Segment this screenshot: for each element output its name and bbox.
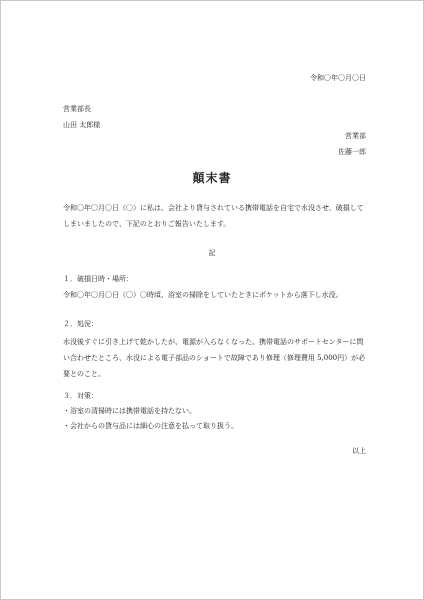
section-heading-1: １．破損日時・場所： [63, 275, 133, 283]
document-title: 顛末書 [192, 171, 232, 185]
document-date: 令和〇年〇月〇日 [310, 74, 366, 82]
section-text-2: 水没後すぐに引き上げて乾かしたが、電源が入らなくなった。携帯電話のサポートセンターに問い合わせたところ、水没による電子部品のショートで故障であり修理（修理費用 5,000円）が必要とのこと。 [63, 338, 366, 378]
section-3-list-item: ・会社からの貸与品には細心の注意を払って取り扱う。 [63, 422, 238, 430]
sender-name: 佐藤一郎 [338, 148, 366, 156]
closing-mark: 以上 [352, 447, 366, 455]
body-paragraph: 令和〇年〇月〇日（〇）に私は、会社より貸与されている携帯電話を自宅で水没させ、破損してしまいましたので、下記のとおりご報告いたします。 [63, 204, 364, 228]
ki-marker: 記 [208, 249, 216, 257]
sender-department: 営業部 [345, 132, 366, 140]
section-heading-2: ２．処況： [63, 320, 98, 328]
section-heading-3: ３．対策： [63, 392, 98, 400]
section-text-1: 令和〇年〇月〇日（〇）〇時頃、浴室の掃除をしていたときにポケットから落下し水没。 [63, 291, 343, 299]
recipient-department: 営業部長 [63, 105, 91, 113]
recipient-name: 山田 太郎様 [63, 121, 101, 129]
section-3-list-item: ・浴室の清掃時には携帯電話を持たない。 [63, 407, 196, 415]
